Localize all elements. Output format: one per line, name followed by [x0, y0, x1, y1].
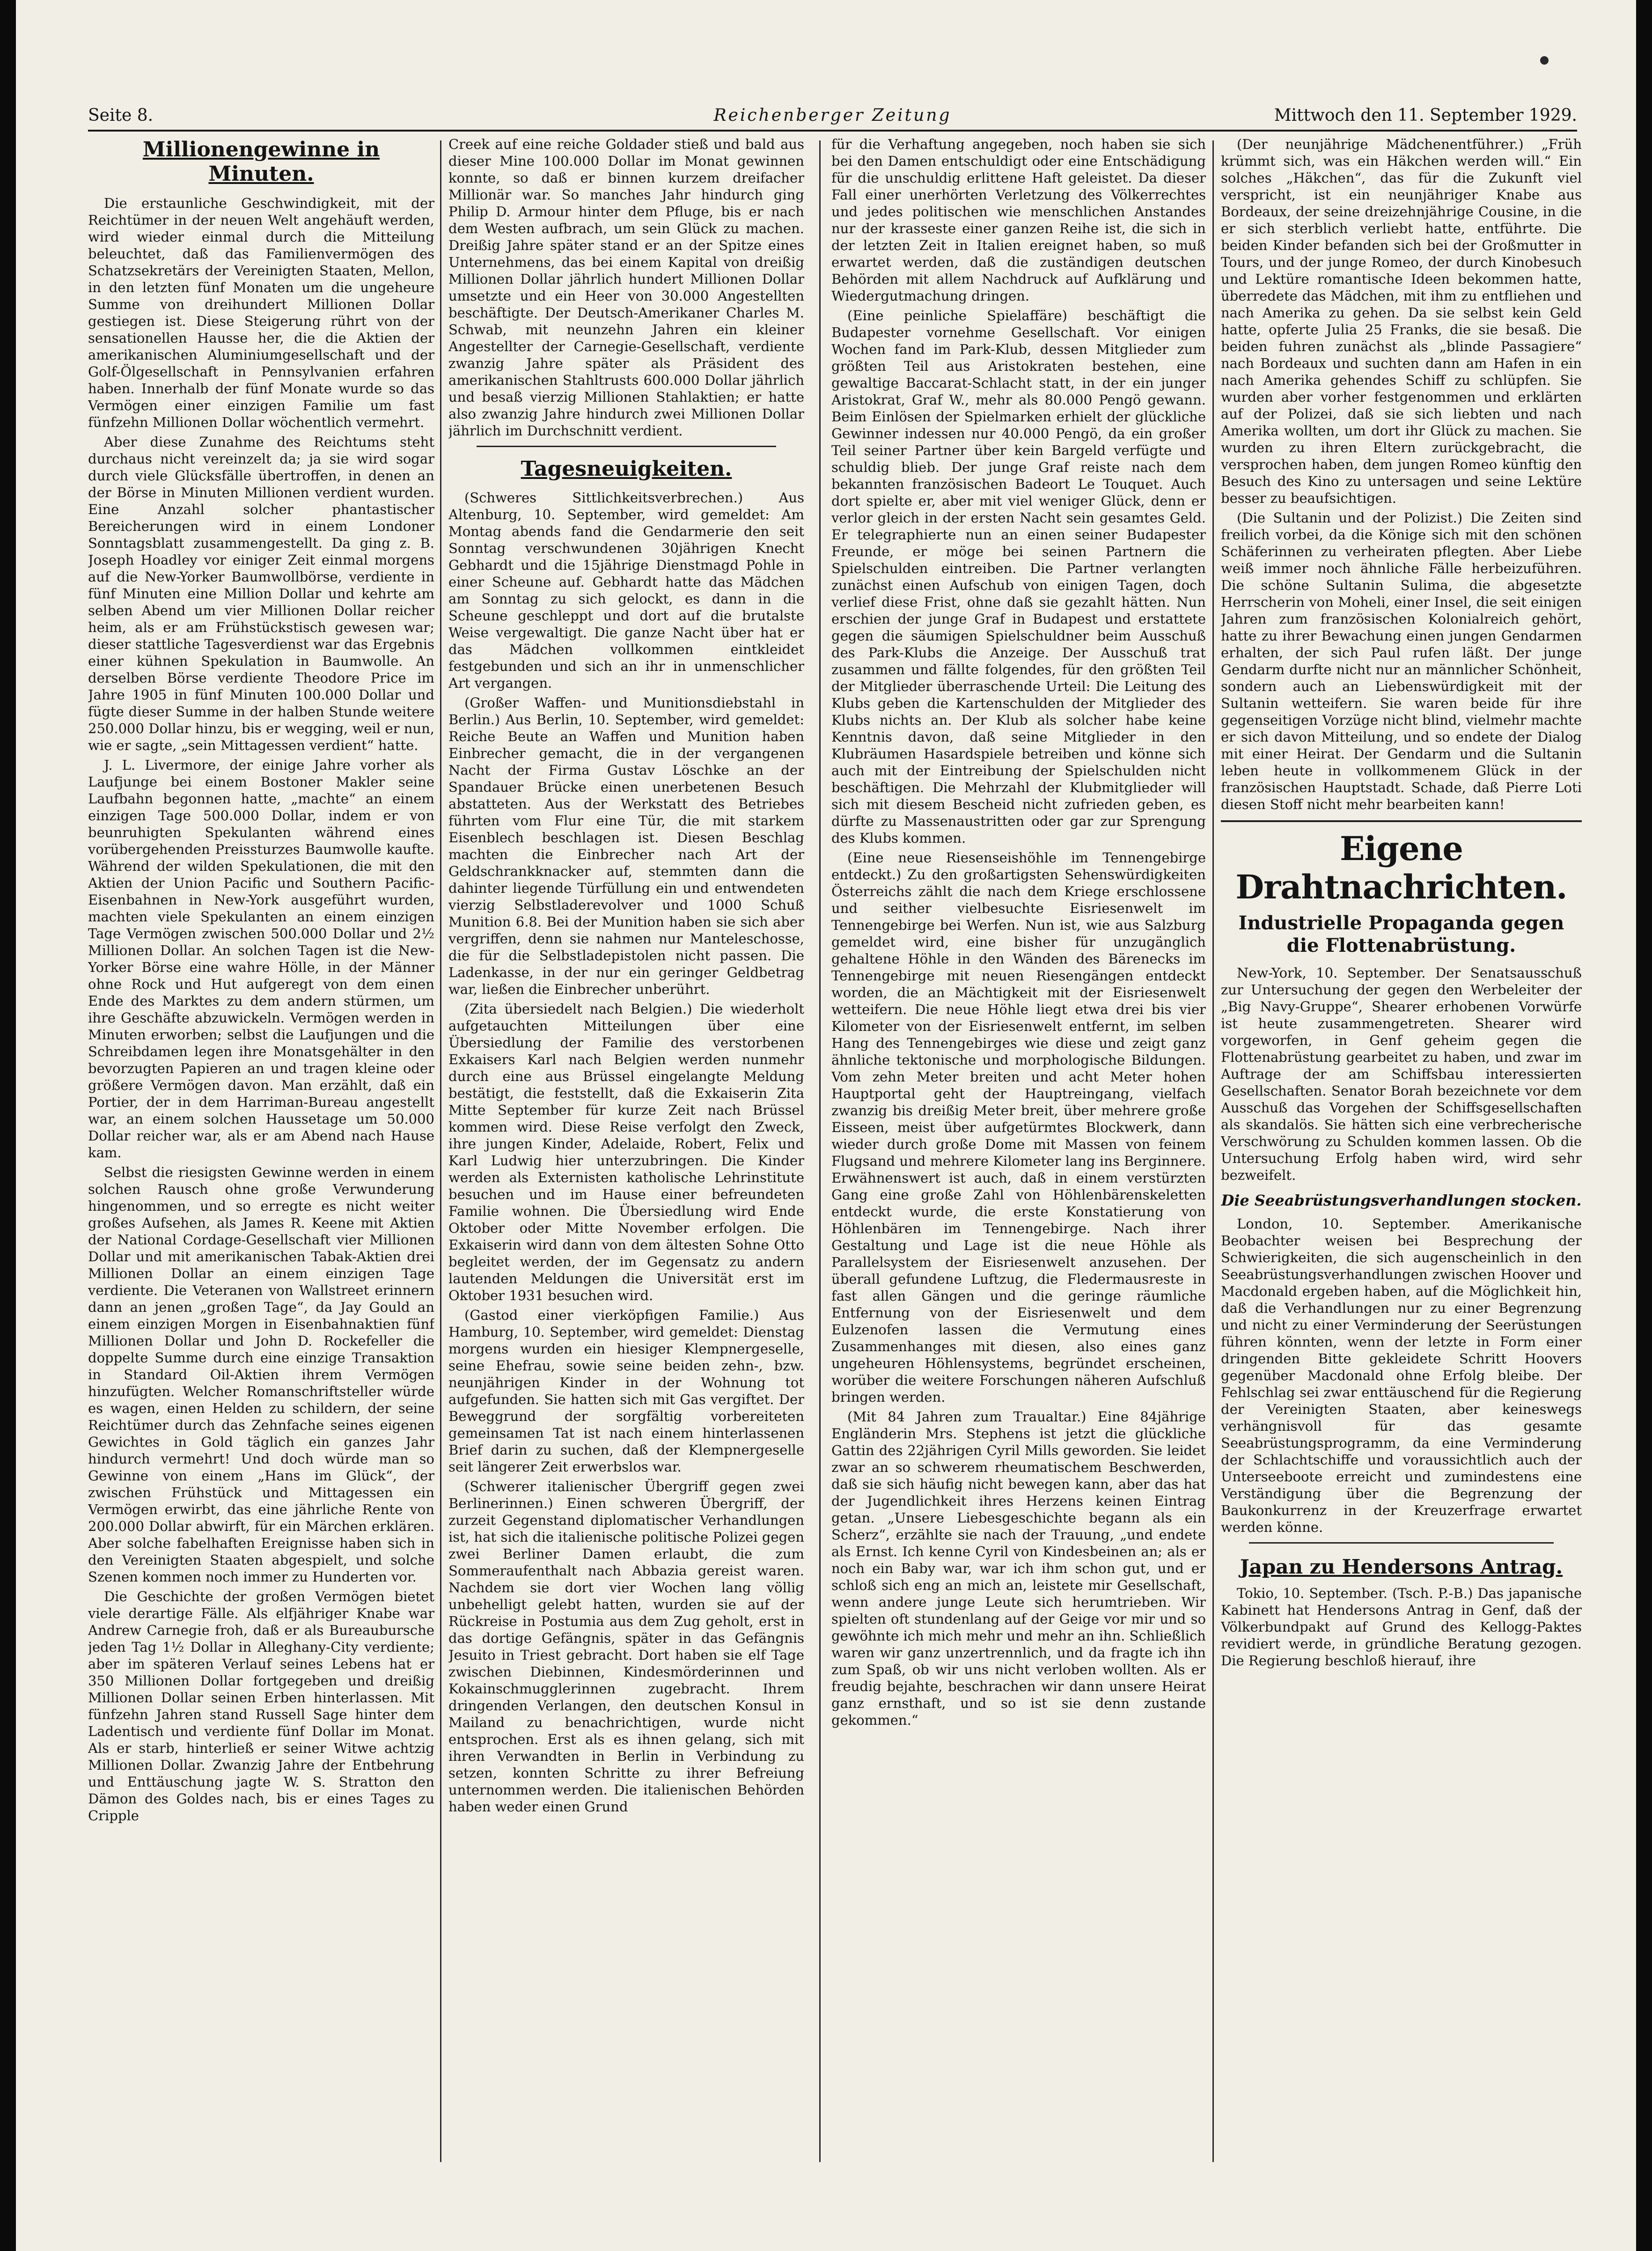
news-item: (Großer Waffen- und Munitionsdiebstahl in Berlin.) Aus Berlin, 10. September, wird gemeldet: Reiche Beute an Waffen und Munition haben Einbrecher gemacht, die in der vergangenen Nacht der Firma Gustav Löschke an der Spandauer Brücke einen unerbetenen Besuch abstatteten. Aus der Werkstatt des Betriebes führten vom Flur eine Tür, die mit starkem Eisenblech beschlagen ist. Diesen Beschlag machten die Einbrecher nach Art der Geldschrankknacker auf, stemmten dann die dahinter liegende Türfüllung ein und entwendeten vierzig Selbstladerevolver und 1000 Schuß Munition 6.8. Bei der Munition haben sie sich aber vergriffen, denn sie nahmen nur Manteleschosse, die für die Selbstladepistolen nicht passen. Die Ladenkasse, in der nur ein geringer Geldbetrag war, ließen die Einbrecher unberührt.: [448, 695, 804, 997]
article-paragraph: Die erstaunliche Geschwindigkeit, mit der Reichtümer in der neuen Welt angehäuft werden, wird wieder einmal durch die Mitteilung beleuchtet, daß das Familienvermögen des Schatzsekretärs der Vereinigten Staaten, Mellon, in den letzten fünf Monaten um die ungeheure Summe von dreihundert Millionen Dollar gestiegen ist. Diese Steigerung rührt von der sensationellen Hausse her, die die Aktien der amerikanischen Aluminiumgesellschaft und der Golf-Ölgesellschaft in Pennsylvanien erfahren haben. Innerhalb der fünf Monate wurde so das Vermögen einer einzigen Familie um fast fünfzehn Millionen Dollar wöchentlich vermehrt.: [88, 195, 434, 430]
news-item: London, 10. September. Amerikanische Beobachter weisen bei Besprechung der Schwierigkeiten, die sich augenscheinlich in den Seeabrüstungsverhandlungen zwischen Hoover und Macdonald ergeben haben, auf die Möglichkeit hin, daß die Verhandlungen nur zu einer Begrenzung und nicht zu einer Verminderung der Seerüstungen führen könnten, wenn der letzte in Form einer dringenden Bitte gekleidete Schritt Hoovers gegenüber Macdonald ohne Erfolg bleibe. Der Fehlschlag sei zwar enttäuschend für die Regierung der Vereinigten Staaten, aber keineswegs verhängnisvoll für das gesamte Seeabrüstungsprogramm, da eine Verminderung der Schlachtschiffe und voraussichtlich auch der Unterseeboote erreicht und zumindestens eine Verständigung über die Begrenzung der Baukonkurrenz in der Kreuzerfrage erwartet werden könne.: [1221, 1216, 1582, 1535]
article-paragraph: Selbst die riesigsten Gewinne werden in einem solchen Rausch ohne große Verwunderung hingenommen, und so erregte es nicht weiter großes Aufsehen, als James R. Keene mit Aktien der National Cordage-Gesellschaft vier Millionen Dollar und mit amerikanischen Tabak-Aktien drei Millionen Dollar an einem einzigen Tage verdiente. Die Veteranen von Wallstreet erinnern dann an jenen „großen Tage“, da Jay Gould an einem einzigen Morgen in Eisenbahnaktien fünf Millionen Dollar und John D. Rockefeller die doppelte Summe durch eine einzige Transaktion in Standard Oil-Aktien ihrem Vermögen hinzufügten. Welcher Romanschriftsteller würde es wagen, einen Helden zu schildern, der seine Reichtümer durch das Zehnfache seines eigenen Gewichtes in Gold täglich ein ganzes Jahr hindurch vermehrt! Und doch würde man so Gewinne von einem „Hans im Glück“, der zwischen Frühstück und Mittagessen ein Vermögen erwirbt, das eine jährliche Rente von 200.000 Dollar abwirft, für ein Märchen erklären. Aber solche fabelhaften Ereignisse haben sich in den Vereinigten Staaten abgespielt, und solche Szenen kommen noch immer zu Hunderten vor.: [88, 1164, 434, 1585]
column-rule: [1212, 140, 1214, 2162]
column-rule: [440, 140, 441, 2162]
newspaper-title: Reichenberger Zeitung: [713, 106, 952, 125]
news-item: (Eine peinliche Spielaffäre) beschäftigt die Budapester vornehme Gesellschaft. Vor einigen Wochen fand im Park-Klub, dessen Mitglieder zum größten Teil aus Aristokraten bestehen, eine gewaltige Baccarat-Schlacht statt, in der ein junger Aristokrat, Graf W., mehr als 80.000 Pengö gewann. Beim Einlösen der Spielmarken erhielt der glückliche Gewinner indessen nur 40.000 Pengö, da ein großer Teil seiner Partner über kein Bargeld verfügte und schuldig blieb. Der junge Graf reiste nach dem bekannten französischen Badeort Le Touquet. Auch dort spielte er, aber mit viel weniger Glück, denn er verlor gleich in der ersten Nacht sein gesamtes Geld. Er telegraphierte nun an einen seiner Budapester Freunde, er möge bei seinen Partnern die Spielschulden eintreiben. Die Partner verlangten zunächst einen Aufschub von einigen Tagen, doch verlief diese Frist, ohne daß sie gezahlt hätten. Nun erschien der junge Graf in Budapest und erstattete gegen die säumigen Spielschuldner beim Ausschuß des Park-Klubs die Anzeige. Der Ausschuß trat zusammen und fällte folgendes, für den größten Teil der Mitglieder überraschende Urteil: Die Leitung des Klubs geben die Kartenschulden der Mitglieder des Klubs nichts an. Der Klub als solcher habe keine Kenntnis davon, daß seine Mitglieder in den Klubräumen Hasardspiele betreiben und könne sich auch mit der Eintreibung der Spielschulden nicht beschäftigen. Die Mehrzahl der Klubmitglieder will sich mit diesem Bescheid nicht zufrieden geben, es dürfte zu Massenaustritten oder gar zur Sprengung des Klubs kommen.: [831, 308, 1206, 846]
column-1: [88, 136, 434, 2162]
section-headline: Eigene Drahtnachrichten.: [1235, 829, 1567, 906]
news-item: (Eine neue Riesenseishöhle im Tennengebirge entdeckt.) Zu den großartigsten Sehenswürdigkeiten Österreichs zählt die nach dem Kriege erschlossene und seither vielbesuchte Eisriesenwelt im Tennengebirge bei Werfen. Nun ist, wie aus Salzburg gemeldet wird, eine bisher für unzugänglich gehaltene Höhle in den Wänden des Bärenecks im Tennengebirge mit neuen Riesengängen entdeckt worden, die an Mächtigkeit mit der Eisriesenwelt wetteifern. Die neue Höhle liegt etwa drei bis vier Kilometer von der Eisriesenwelt entfernt, im selben Hang des Tennengebirges wie diese und zeigt ganz ähnliche tektonische und morphologische Bildungen. Vom zehn Meter breiten und acht Meter hohen Hauptportal geht der Hauptreingang, vielfach zwanzig bis dreißig Meter breit, über mehrere große Eisseen, meist über aufgetürmtes Blockwerk, dann wieder durch große Dome mit Massen von feinem Flugsand und mehrere Kilometer lang ins Berginnere. Erwähnenswert ist auch, daß in einem verstürzten Gang eine große Zahl von Höhlenbärenskeletten entdeckt wurde, die erste Konstatierung von Höhlenbären im Tennengebirge. Nach ihrer Gestaltung und Lage ist die neue Höhle als Parallelsystem der Eisriesenwelt anzusehen. Der überall gefundene Luftzug, die Fledermausreste in fast allen Gängen und die geringe räumliche Entfernung von der Eisriesenwelt und dem Eulzenofen lassen die Vermutung eines Zusammenhanges mit diesen, also eines ganz ungeheuren Höhlensystems, begründet erscheinen, worüber die weitere Forschungen näheren Aufschluß bringen werden.: [831, 850, 1206, 1405]
news-item: Tokio, 10. September. (Tsch. P.-B.) Das japanische Kabinett hat Hendersons Antrag in Genf, daß der Völkerbundpakt auf Grund des Kellogg-Paktes revidiert werde, in gründliche Beratung gezogen. Die Regierung beschloß hierauf, ihre: [1221, 1585, 1582, 1669]
article-headline: Japan zu Hendersons Antrag.: [1240, 1555, 1563, 1578]
article-paragraph: Creek auf eine reiche Goldader stieß und bald aus dieser Mine 100.000 Dollar im Monat gewinnen konnte, so daß er binnen kurzem dreifacher Millionär war. So manches Jahr hindurch ging Philip D. Armour hinter dem Pfluge, bis er nach dem Westen aufbrach, um sein Glück zu machen. Dreißig Jahre später stand er an der Spitze eines Unternehmens, das bei einem Kapital von dreißig Millionen Dollar jährlich hundert Millionen Dollar umsetzte und ein Heer von 30.000 Angestellten beschäftigte. Der Deutsch-Amerikaner Charles M. Schwab, mit neunzehn Jahren ein kleiner Angestellter der Carnegie-Gesellschaft, verdiente zwanzig Jahre später als Präsident des amerikanischen Stahltrusts 600.000 Dollar jährlich und besaß vierzig Millionen Stahlaktien; er hatte also zwanzig Jahre hindurch zwei Millionen Dollar jährlich im Durchschnitt verdient.: [448, 136, 804, 439]
column-rule: [819, 140, 821, 2162]
page-number: Seite 8.: [88, 106, 154, 125]
page-header: [88, 96, 1577, 132]
scan-edge-right: [1636, 0, 1652, 2251]
section-headline: Tagesneuigkeiten.: [521, 457, 732, 481]
section-divider: [477, 446, 776, 447]
news-item: (Zita übersiedelt nach Belgien.) Die wiederholt aufgetauchten Mitteilungen über eine Übersiedlung der Familie des verstorbenen Exkaisers Karl nach Belgien werden nunmehr durch eine aus Brüssel eingelangte Meldung bestätigt, die feststellt, daß die Exkaiserin Zita Mitte September für kurze Zeit nach Brüssel kommen wird. Diese Reise verfolgt den Zweck, ihre jungen Kinder, Adelaide, Robert, Felix und Karl Ludwig hier unterzubringen. Die Kinder werden als Externisten katholische Lehrinstitute besuchen und im Hause einer befreundeten Familie wohnen. Die Übersiedlung wird Ende Oktober oder Mitte November erfolgen. Die Exkaiserin wird dann von dem ältesten Sohne Otto begleitet werden, der im Gegensatz zu andern lautenden Meldungen die Universität erst im Oktober 1931 besuchen wird.: [448, 1001, 804, 1303]
article-paragraph: J. L. Livermore, der einige Jahre vorher als Laufjunge bei einem Bostoner Makler seine Laufbahn begonnen hatte, „machte“ an einem einzigen Tage 500.000 Dollar, indem er von beunruhigten Spekulanten während eines vorübergehenden Preissturzes Baumwolle kaufte. Während der wilden Spekulationen, die mit den Aktien der Union Pacific und Southern Pacific-Eisenbahnen in New-York ausgeführt wurden, machten viele Spekulanten an einem einzigen Tage Vermögen zwischen 500.000 Dollar und 2½ Millionen Dollar. An solchen Tagen ist die New-Yorker Börse eine wahre Hölle, in der Männer ohne Rock und Hut aufgeregt von dem einen Ende des Marktes zu dem andern stürmen, um ihre Geschäfte abzuwickeln. Vermögen werden in Minuten erworben; selbst die Laufjungen und die Schreibdamen legen ihre Monatsgehälter in den bevorzugten Papieren an und tragen kleine oder größere Vermögen davon. Man erzählt, daß ein Portier, der in dem Harriman-Bureau angestellt war, an einem solchen Haussetage um 50.000 Dollar reicher war, als er am Abend nach Hause kam.: [88, 757, 434, 1161]
scan-edge-left: [0, 0, 16, 2251]
article-headline: Industrielle Propaganda gegen die Flottenabrüstung.: [1238, 912, 1564, 956]
news-item: (Schweres Sittlichkeitsverbrechen.) Aus Altenburg, 10. September, wird gemeldet: Am Montag abends fand die Gendarmerie den seit Sonntag verschwundenen 30jährigen Knecht Gebhardt und die 15jährige Dienstmagd Pohle in einer Scheune auf. Gebhardt hatte das Mädchen am Sonntag zu sich gelockt, es dann in die Scheune geschleppt und dort auf die brutalste Weise vergewaltigt. Die ganze Nacht über hat er das Mädchen vollkommen eintkleidet festgebunden und sich an ihr in unmenschlicher Art vergangen.: [448, 490, 804, 691]
news-item: für die Verhaftung angegeben, noch haben sie sich bei den Damen entschuldigt oder eine Entschädigung für die unschuldig erlittene Haft geleistet. Da dieser Fall einer unerhörten Verletzung des Völkerrechtes und jedes politischen wie menschlichen Anstandes nur der krasseste einer ganzen Reihe ist, die sich in der letzten Zeit in Italien ereignet haben, so muß erwartet werden, daß die zuständigen deutschen Behörden mit allem Nachdruck auf Aufklärung und Wiedergutmachung dringen.: [831, 136, 1206, 304]
news-item: (Gastod einer vierköpfigen Familie.) Aus Hamburg, 10. September, wird gemeldet: Dienstag morgens wurden ein hiesiger Klempnergeselle, seine Ehefrau, sowie seine beiden zehn-, bzw. neunjährigen Kinder in der Wohnung tot aufgefunden. Sie hatten sich mit Gas vergiftet. Der Beweggrund der sorgfältig vorbereiteten gemeinsamen Tat ist nach einem hinterlassenen Brief darin zu suchen, daß der Klempnergeselle seit längerer Zeit erwerbslos war.: [448, 1307, 804, 1475]
article-paragraph: Die Geschichte der großen Vermögen bietet viele derartige Fälle. Als elfjähriger Knabe war Andrew Carnegie froh, daß er als Bureaubursche jeden Tag 1½ Dollar in Alleghany-City verdiente; aber im späteren Verlauf seines Lebens hat er 350 Millionen Dollar fortgegeben und dreißig Millionen Dollar seinen Erben hinterlassen. Mit fünfzehn Jahren stand Russell Sage hinter dem Ladentisch und verdiente fünf Dollar im Monat. Als er starb, hinterließ er seiner Witwe achtzig Millionen Dollar. Zwanzig Jahre der Entbehrung und Enttäuschung jagte W. S. Stratton den Dämon des Goldes nach, bis er eines Tages zu Cripple: [88, 1589, 434, 1824]
news-item: (Mit 84 Jahren zum Traualtar.) Eine 84jährige Engländerin Mrs. Stephens ist jetzt die glückliche Gattin des 22jährigen Cyril Mills geworden. Sie leidet zwar an so schwerem rheumatischem Beschwerden, daß sie sich häufig nicht bewegen kann, aber das hat der Jugendlichkeit ihres Herzens keinen Eintrag getan. „Unsere Liebesgeschichte begann als ein Scherz“, erzählte sie nach der Trauung, „und endete als Ernst. Ich kenne Cyril von Kindesbeinen an; als er noch ein Baby war, war ich ihm schon gut, und er schloß sich eng an mich an, leistete mir Gesellschaft, wenn andere junge Leute sich herumtrieben. Wir spielten oft stundenlang auf der Geige vor mir und so gewöhnte ich mich mehr und mehr an ihn. Schließlich waren wir ganz unzertrennlich, und da fragte ich ihn zum Spaß, ob wir uns nicht verloben wollten. Als er freudig bejahte, beschrachen wir dann unsere Heirat ganz ernsthaft, und so ist sie denn zustande gekommen.“: [831, 1409, 1206, 1728]
column-4: [1221, 136, 1582, 2162]
column-3: [831, 136, 1206, 2162]
article-paragraph: Aber diese Zunahme des Reichtums steht durchaus nicht vereinzelt da; ja sie wird sogar durch viele Glücksfälle übertroffen, in denen an der Börse in Minuten Millionen verdient wurden. Eine Anzahl solcher phantastischer Bereicherungen wird in einem Londoner Sonntagsblatt zusammengestellt. Da ging z. B. Joseph Hoadley vor einiger Zeit einmal morgens auf die New-Yorker Baumwollbörse, verdiente in fünf Minuten eine Million Dollar und kehrte am selben Abend um vier Millionen Dollar reicher heim, als er am Frühstückstisch gewesen war; dieser stattliche Tagesverdienst war das Ergebnis einer kühnen Spekulation in Baumwolle. An derselben Börse verdiente Theodore Price im Jahre 1905 in fünf Minuten 100.000 Dollar und fügte dieser Summe in der halben Stunde weitere 250.000 Dollar hinzu, bis er wegging, weil er nun, wie er sagte, „sein Mittagessen verdient“ hatte.: [88, 434, 434, 753]
section-divider: [1221, 820, 1582, 822]
issue-date: Mittwoch den 11. September 1929.: [1274, 106, 1577, 125]
news-item: (Schwerer italienischer Übergriff gegen zwei Berlinerinnen.) Einen schweren Übergriff, der zurzeit Gegenstand diplomatischer Verhandlungen ist, hat sich die italienische politische Polizei gegen zwei Berliner Damen erlaubt, die zum Sommeraufenthalt nach Abbazia gereist waren. Nachdem sie dort vier Wochen lang völlig unbehelligt gelebt hatten, wurden sie auf der Rückreise in Postumia aus dem Zug geholt, erst in das dortige Gefängnis, später in das Gefängnis Jesuito in Triest gebracht. Dort haben sie elf Tage zwischen Diebinnen, Kindesmörderinnen und Kokainschmugglerinnen zugebracht. Ihrem dringenden Verlangen, den deutschen Konsul in Mailand zu benachrichtigen, wurde nicht entsprochen. Erst als es ihnen gelang, sich mit ihren Verwandten in Berlin in Verbindung zu setzen, konnten Schritte zu ihrer Befreiung unternommen werden. Die italienischen Behörden haben weder einen Grund: [448, 1479, 804, 1815]
article-headline: Die Seeabrüstungsverhandlungen stocken.: [1221, 1192, 1582, 1209]
article-headline: Millionengewinne in Minuten.: [142, 138, 380, 186]
news-item: New-York, 10. September. Der Senatsausschuß zur Untersuchung der gegen den Werbeleiter der „Big Navy-Gruppe“, Shearer erhobenen Vorwürfe ist heute zusammengetreten. Shearer wird vorgeworfen, in Genf geheim gegen die Flottenabrüstung gearbeitet zu haben, und zwar im Auftrage der am Schiffsbau interessierten Gesellschaften. Senator Borah bezeichnete vor dem Ausschuß das Vorgehen der Schiffsgesellschaften als skandalös. Sie hätten sich eine verbrecherische Verschwörung zu Schulden kommen lassen. Ob die Untersuchung Erfolg haben wird, wird sehr bezweifelt.: [1221, 965, 1582, 1183]
news-item: (Die Sultanin und der Polizist.) Die Zeiten sind freilich vorbei, da die Könige sich mit den schönen Schäferinnen zu verheiraten pflegten. Aber Liebe weiß immer noch ähnliche Fälle herbeizuführen. Die schöne Sultanin Sulima, die abgesetzte Herrscherin von Moheli, einer Insel, die seit einigen Jahren zum französischen Kolonialreich gehört, hatte zu ihrer Bewachung einen jungen Gendarmen erhalten, der sich Paul rufen läßt. Der junge Gendarm durfte nicht nur an männlicher Schönheit, sondern auch an Liebenswürdigkeit mit der Sultanin wetteifern. Sie waren beide für ihre gegenseitigen Vorzüge nicht blind, vielmehr machte er sich davon Mitteilung, und so endete der Dialog mit einer Heirat. Der Gendarm und die Sultanin leben heute in vollkommenem Glück in der französischen Hauptstadt. Schade, daß Pierre Loti diesen Stoff nicht mehr bearbeiten kann!: [1221, 510, 1582, 812]
column-2: [448, 136, 804, 2162]
news-item: (Der neunjährige Mädchenentführer.) „Früh krümmt sich, was ein Häkchen werden will.“ Ein solches „Häkchen“, das für die Zukunft viel verspricht, ist ein neunjähriger Knabe aus Bordeaux, der seine dreizehnjährige Cousine, in die er sich sterblich verliebt hatte, entführte. Die beiden Kinder befanden sich bei der Großmutter in Tours, und der junge Romeo, der durch Kinobesuch und Lektüre romantische Ideen bekommen hatte, überredete das Mädchen, mit ihm zu entfliehen und nach Amerika zu gehen. Da sie selbst kein Geld hatte, opferte Julia 25 Franks, die sie besaß. Die beiden fuhren zunächst als „blinde Passagiere“ nach Bordeaux und suchten dann am Hafen in ein nach Amerika gehendes Schiff zu schlüpfen. Sie wurden aber vorher festgenommen und erklärten auf der Polizei, daß sie sich liebten und nach Amerika wollten, um dort ihr Glück zu machen. Sie wurden zu ihren Eltern zurückgebracht, die versprochen haben, dem jungen Romeo künftig den Besuch des Kino zu untersagen und seine Lektüre besser zu beaufsichtigen.: [1221, 136, 1582, 506]
section-divider: [1249, 1542, 1554, 1544]
scan-speck: [1540, 56, 1549, 65]
